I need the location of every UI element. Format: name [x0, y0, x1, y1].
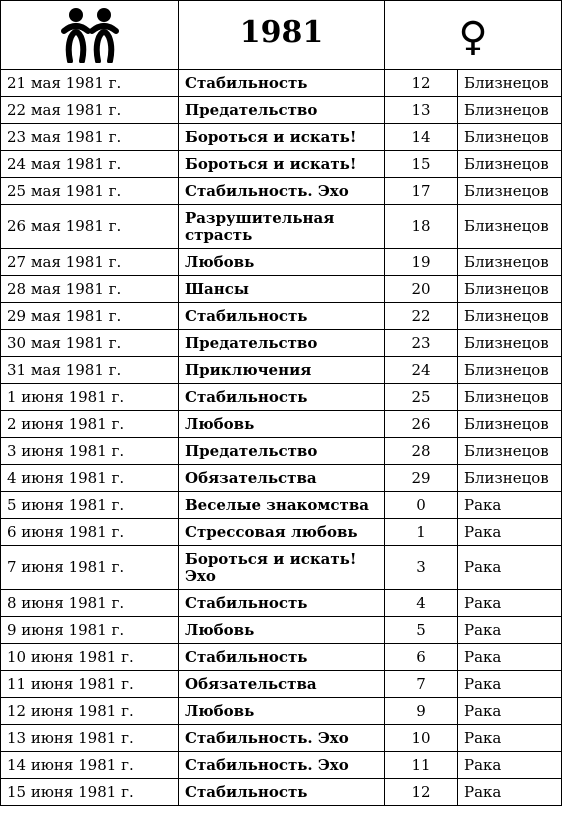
number-cell: 5: [385, 617, 458, 644]
date-cell: 11 июня 1981 г.: [1, 671, 179, 698]
table-row: [1, 465, 562, 492]
label-cell: Стабильность: [179, 303, 385, 330]
sign-cell: Рака: [458, 752, 562, 779]
date-cell: 24 мая 1981 г.: [1, 151, 179, 178]
table-row: [1, 590, 562, 617]
sign-cell: Близнецов: [458, 249, 562, 276]
number-cell: 24: [385, 357, 458, 384]
sign-cell: Рака: [458, 590, 562, 617]
number-cell: 9: [385, 698, 458, 725]
label-cell: Стабильность: [179, 384, 385, 411]
number-cell: 17: [385, 178, 458, 205]
number-cell: 15: [385, 151, 458, 178]
number-cell: 6: [385, 644, 458, 671]
label-cell: Бороться и искать! Эхо: [179, 546, 385, 590]
date-cell: 2 июня 1981 г.: [1, 411, 179, 438]
sign-cell: Рака: [458, 779, 562, 806]
table-row: [1, 519, 562, 546]
label-cell: Обязательства: [179, 671, 385, 698]
number-cell: 3: [385, 546, 458, 590]
sign-cell: Близнецов: [458, 303, 562, 330]
label-cell: Предательство: [179, 438, 385, 465]
number-cell: 28: [385, 438, 458, 465]
date-cell: 29 мая 1981 г.: [1, 303, 179, 330]
table-row: [1, 644, 562, 671]
header-year-cell: [179, 1, 385, 70]
sign-cell: Близнецов: [458, 178, 562, 205]
sign-cell: Близнецов: [458, 97, 562, 124]
number-cell: 11: [385, 752, 458, 779]
label-cell: Любовь: [179, 698, 385, 725]
date-cell: 10 июня 1981 г.: [1, 644, 179, 671]
sign-cell: Рака: [458, 698, 562, 725]
date-cell: 9 июня 1981 г.: [1, 617, 179, 644]
table-row: [1, 151, 562, 178]
date-cell: 26 мая 1981 г.: [1, 205, 179, 249]
date-cell: 3 июня 1981 г.: [1, 438, 179, 465]
label-cell: Шансы: [179, 276, 385, 303]
date-cell: 1 июня 1981 г.: [1, 384, 179, 411]
sign-cell: Близнецов: [458, 70, 562, 97]
number-cell: 0: [385, 492, 458, 519]
label-cell: Веселые знакомства: [179, 492, 385, 519]
sign-cell: Близнецов: [458, 438, 562, 465]
label-cell: Стабильность. Эхо: [179, 178, 385, 205]
table-row: [1, 70, 562, 97]
table-row: [1, 357, 562, 384]
number-cell: 10: [385, 725, 458, 752]
table-row: [1, 249, 562, 276]
table-row: [1, 725, 562, 752]
table-row: [1, 411, 562, 438]
label-cell: Стабильность: [179, 644, 385, 671]
label-cell: Стабильность: [179, 70, 385, 97]
date-cell: 7 июня 1981 г.: [1, 546, 179, 590]
sign-cell: Близнецов: [458, 205, 562, 249]
table-row: [1, 178, 562, 205]
date-cell: 13 июня 1981 г.: [1, 725, 179, 752]
venus-icon: ♀: [458, 14, 488, 60]
label-cell: Стабильность. Эхо: [179, 725, 385, 752]
table-row: [1, 276, 562, 303]
number-cell: 7: [385, 671, 458, 698]
label-cell: Любовь: [179, 411, 385, 438]
date-cell: 28 мая 1981 г.: [1, 276, 179, 303]
header-venus-cell: [385, 1, 562, 70]
label-cell: Стабильность. Эхо: [179, 752, 385, 779]
table-row: [1, 330, 562, 357]
date-cell: 27 мая 1981 г.: [1, 249, 179, 276]
table-row: [1, 492, 562, 519]
sign-cell: Близнецов: [458, 124, 562, 151]
table-row: [1, 698, 562, 725]
number-cell: 23: [385, 330, 458, 357]
label-cell: Любовь: [179, 249, 385, 276]
table-row: [1, 303, 562, 330]
sign-cell: Близнецов: [458, 276, 562, 303]
header-row: [1, 1, 562, 70]
label-cell: Приключения: [179, 357, 385, 384]
number-cell: 29: [385, 465, 458, 492]
header-icon-cell: [1, 1, 179, 70]
label-cell: Предательство: [179, 330, 385, 357]
date-cell: 22 мая 1981 г.: [1, 97, 179, 124]
number-cell: 1: [385, 519, 458, 546]
sign-cell: Рака: [458, 546, 562, 590]
sign-cell: Рака: [458, 519, 562, 546]
date-cell: 31 мая 1981 г.: [1, 357, 179, 384]
number-cell: 13: [385, 97, 458, 124]
date-cell: 12 июня 1981 г.: [1, 698, 179, 725]
table-row: [1, 384, 562, 411]
sign-cell: Близнецов: [458, 151, 562, 178]
label-cell: Бороться и искать!: [179, 151, 385, 178]
number-cell: 22: [385, 303, 458, 330]
sign-cell: Рака: [458, 725, 562, 752]
date-cell: 15 июня 1981 г.: [1, 779, 179, 806]
gemini-twins-icon: [59, 7, 121, 63]
date-cell: 23 мая 1981 г.: [1, 124, 179, 151]
table-row: [1, 97, 562, 124]
date-cell: 6 июня 1981 г.: [1, 519, 179, 546]
sign-cell: Рака: [458, 617, 562, 644]
number-cell: 26: [385, 411, 458, 438]
number-cell: 4: [385, 590, 458, 617]
date-cell: 21 мая 1981 г.: [1, 70, 179, 97]
number-cell: 25: [385, 384, 458, 411]
number-cell: 19: [385, 249, 458, 276]
table-row: [1, 124, 562, 151]
label-cell: Стабильность: [179, 779, 385, 806]
sign-cell: Рака: [458, 492, 562, 519]
sign-cell: Рака: [458, 671, 562, 698]
year-title: 1981: [239, 15, 324, 50]
number-cell: 14: [385, 124, 458, 151]
date-cell: 5 июня 1981 г.: [1, 492, 179, 519]
label-cell: Бороться и искать!: [179, 124, 385, 151]
sign-cell: Рака: [458, 644, 562, 671]
date-cell: 8 июня 1981 г.: [1, 590, 179, 617]
number-cell: 12: [385, 70, 458, 97]
date-cell: 4 июня 1981 г.: [1, 465, 179, 492]
label-cell: Стрессовая любовь: [179, 519, 385, 546]
label-cell: Разрушительная страсть: [179, 205, 385, 249]
label-cell: Предательство: [179, 97, 385, 124]
table-row: [1, 205, 562, 249]
table-row: [1, 438, 562, 465]
number-cell: 18: [385, 205, 458, 249]
sign-cell: Близнецов: [458, 465, 562, 492]
number-cell: 12: [385, 779, 458, 806]
table-row: [1, 546, 562, 590]
sign-cell: Близнецов: [458, 330, 562, 357]
table-row: [1, 671, 562, 698]
number-cell: 20: [385, 276, 458, 303]
sign-cell: Близнецов: [458, 384, 562, 411]
table-row: [1, 779, 562, 806]
label-cell: Стабильность: [179, 590, 385, 617]
label-cell: Любовь: [179, 617, 385, 644]
table-row: [1, 752, 562, 779]
label-cell: Обязательства: [179, 465, 385, 492]
date-cell: 25 мая 1981 г.: [1, 178, 179, 205]
date-cell: 30 мая 1981 г.: [1, 330, 179, 357]
date-cell: 14 июня 1981 г.: [1, 752, 179, 779]
sign-cell: Близнецов: [458, 357, 562, 384]
table-row: [1, 617, 562, 644]
sign-cell: Близнецов: [458, 411, 562, 438]
